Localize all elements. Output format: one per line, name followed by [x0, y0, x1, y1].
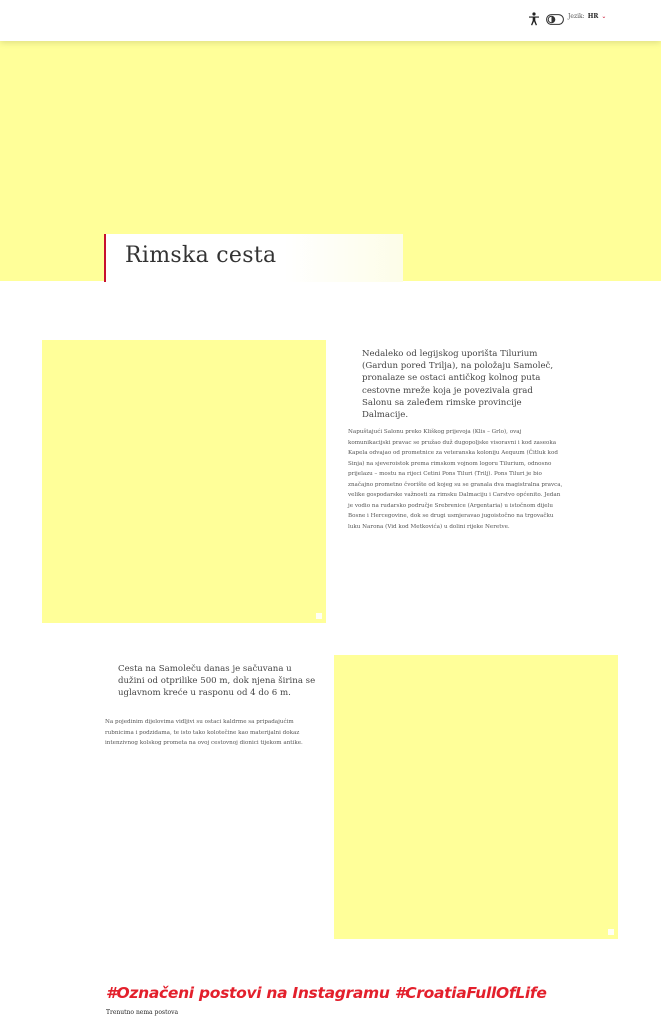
- header-tools: [528, 12, 564, 26]
- section2-lead: Cesta na Samoleču danas je sačuvana u dužini od otprilike 500 m, dok njena širina se uglavnom kreće u rasponu od 4 do 6 m.: [118, 664, 316, 699]
- instagram-empty-text: Trenutno nema postova: [106, 1009, 179, 1016]
- page-title: Rimska cesta: [125, 243, 277, 268]
- expand-icon[interactable]: [608, 929, 614, 935]
- section2-body: Na pojedinim dijelovima vidljivi su ostaci kaldrme sa pripadajućim rubnicima i podzidama, te isto tako kolotečine kao materijalni dokaz intenzivnog kolskog prometa na ovoj cestovnoj dionici tijekom antike.: [105, 719, 303, 746]
- contrast-toggle-icon[interactable]: [546, 14, 564, 25]
- site-header: [0, 0, 661, 41]
- section1-body: Napuštajući Salonu preko Kliškog prijevoja (Klis – Grlo), ovaj komunikacijski pravac se pružao duž dugopoljske visoravni i kod zaseoka Kapela odvajao od prometnice za veteranska koloniju Aequum (Čitluk kod Sinja) na sjeveroistok prema rimskom vojnom logoru Tilurium, odnosno prijelazu – mostu na rijeci Cetini Pons Tiluri (Trilj). Pons Tiluri je bio značajno prometno čvorište od kojeg su se granala dva magistralna pravca, velike gospodarske važnosti za rimsku Dalmaciju i Carstvo općenito. Jedan je vodio na rudarsko područje Srebrenice (Argentaria) u istočnom dijelu Bosne i Hercegovine, dok se drugi usmjeravao jugoistočno na trgovačku luku Narona (Vid kod Metkovića) u dolini rijeke Neretve.: [348, 429, 563, 530]
- language-code: HR: [587, 13, 599, 20]
- content-image-2[interactable]: [334, 655, 618, 939]
- content-image-1[interactable]: [42, 340, 326, 623]
- expand-icon[interactable]: [316, 613, 322, 619]
- chevron-down-icon: ⌄: [601, 13, 607, 20]
- language-label: Jezik:: [568, 13, 585, 20]
- page-title-box: [104, 234, 403, 282]
- accessibility-icon[interactable]: [528, 12, 540, 26]
- section1-lead: Nedaleko od legijskog uporišta Tilurium (Gardun pored Trilja), na položaju Samoleč, pronalaze se ostaci antičkog kolnog puta cestovne mreže koja je povezivala grad Salonu sa zaleđem rimske provincije Dalmacije.: [362, 349, 554, 421]
- instagram-title: #Označeni postovi na Instagramu #CroatiaFullOfLife: [106, 984, 547, 1002]
- language-selector[interactable]: [568, 13, 606, 20]
